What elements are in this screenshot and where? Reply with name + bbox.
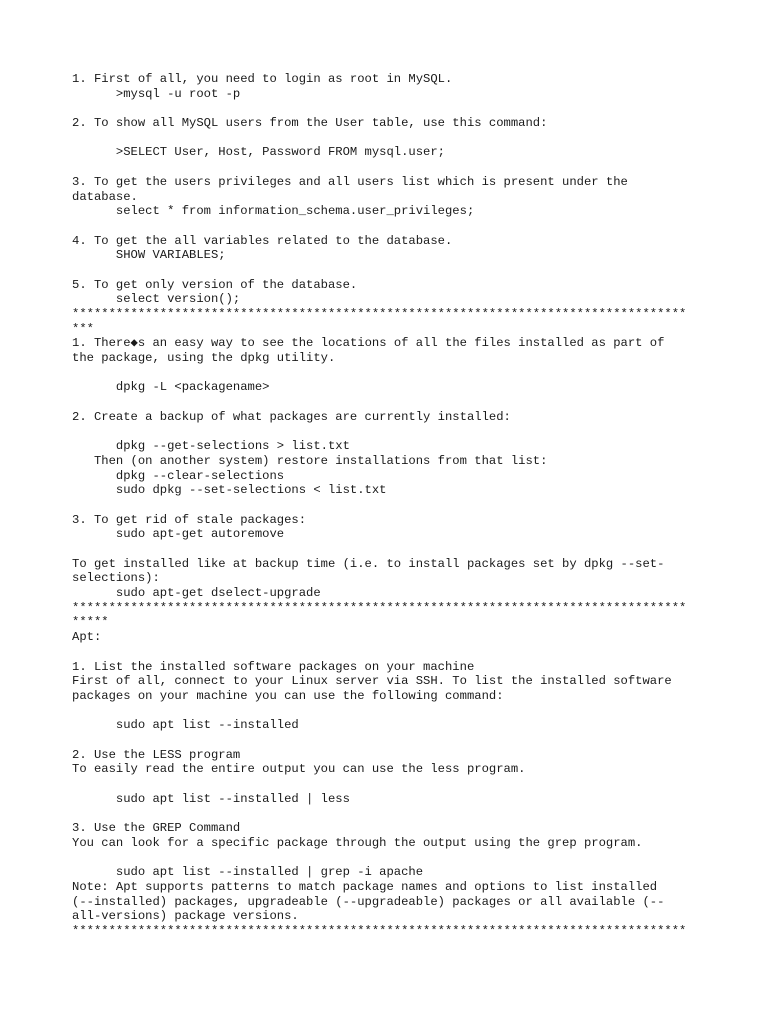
blank-line [72, 498, 712, 513]
text-line: Note: Apt supports patterns to match package names and options to list installed [72, 879, 658, 894]
blank-line [72, 850, 712, 865]
text-line: ***** [72, 615, 109, 630]
text-line: database. [72, 189, 138, 204]
text-line: >mysql -u root -p [72, 86, 241, 101]
blank-line [72, 395, 712, 410]
text-line: 2. To show all MySQL users from the User table, use this command: [72, 116, 548, 131]
text-line: 2. Create a backup of what packages are currently installed: [72, 409, 511, 424]
blank-line [72, 101, 712, 116]
text-line: >SELECT User, Host, Password FROM mysql.user; [72, 145, 445, 160]
text-line: select version(); [72, 292, 241, 307]
text-line: select * from information_schema.user_privileges; [72, 204, 475, 219]
text-line: You can look for a specific package through the output using the grep program. [72, 835, 643, 850]
text-line: sudo apt-get autoremove [72, 527, 285, 542]
text-line: 3. To get the users privileges and all users list which is present under the [72, 174, 628, 189]
text-line: dpkg -L <packagename> [72, 380, 270, 395]
text-line: 1. List the installed software packages on your machine [72, 659, 475, 674]
text-line: packages on your machine you can use the following command: [72, 688, 504, 703]
blank-line [72, 219, 712, 234]
blank-line [72, 733, 712, 748]
blank-line [72, 645, 712, 660]
text-line: 1. There◆s an easy way to see the locations of all the files installed as part of [72, 336, 665, 351]
text-line: (--installed) packages, upgradeable (--upgradeable) packages or all available (-- [72, 894, 665, 909]
text-line: 3. Use the GREP Command [72, 821, 241, 836]
text-line: To easily read the entire output you can use the less program. [72, 762, 526, 777]
text-line: the package, using the dpkg utility. [72, 351, 336, 366]
text-line: To get installed like at backup time (i.e. to install packages set by dpkg --set- [72, 556, 665, 571]
text-line: ************************************************************************************ [72, 600, 687, 615]
text-line: 5. To get only version of the database. [72, 277, 358, 292]
text-line: First of all, connect to your Linux server via SSH. To list the installed software [72, 674, 672, 689]
blank-line [72, 160, 712, 175]
text-line: selections): [72, 571, 160, 586]
blank-line [72, 263, 712, 278]
text-line: Then (on another system) restore installations from that list: [72, 453, 548, 468]
blank-line [72, 704, 712, 719]
text-line: sudo apt-get dselect-upgrade [72, 586, 321, 601]
text-line: sudo dpkg --set-selections < list.txt [72, 483, 387, 498]
text-line: 4. To get the all variables related to the database. [72, 233, 453, 248]
text-line: Apt: [72, 630, 102, 645]
document-page [72, 72, 712, 939]
text-line: SHOW VARIABLES; [72, 248, 226, 263]
text-line: 1. First of all, you need to login as root in MySQL. [72, 72, 453, 86]
blank-line [72, 131, 712, 146]
blank-line [72, 366, 712, 381]
text-line: dpkg --clear-selections [72, 468, 285, 483]
text-line: all-versions) package versions. [72, 909, 299, 924]
blank-line [72, 542, 712, 557]
blank-line [72, 806, 712, 821]
text-line: *** [72, 321, 94, 336]
text-line: 2. Use the LESS program [72, 747, 241, 762]
text-line: sudo apt list --installed [72, 718, 299, 733]
text-line: ************************************************************************************ [72, 307, 687, 321]
blank-line [72, 777, 712, 792]
text-line: sudo apt list --installed | grep -i apache [72, 865, 424, 880]
text-line: 3. To get rid of stale packages: [72, 512, 307, 527]
text-line: ************************************************************************************ [72, 923, 687, 938]
blank-line [72, 425, 712, 440]
text-line: dpkg --get-selections > list.txt [72, 439, 350, 454]
text-line: sudo apt list --installed | less [72, 791, 350, 806]
